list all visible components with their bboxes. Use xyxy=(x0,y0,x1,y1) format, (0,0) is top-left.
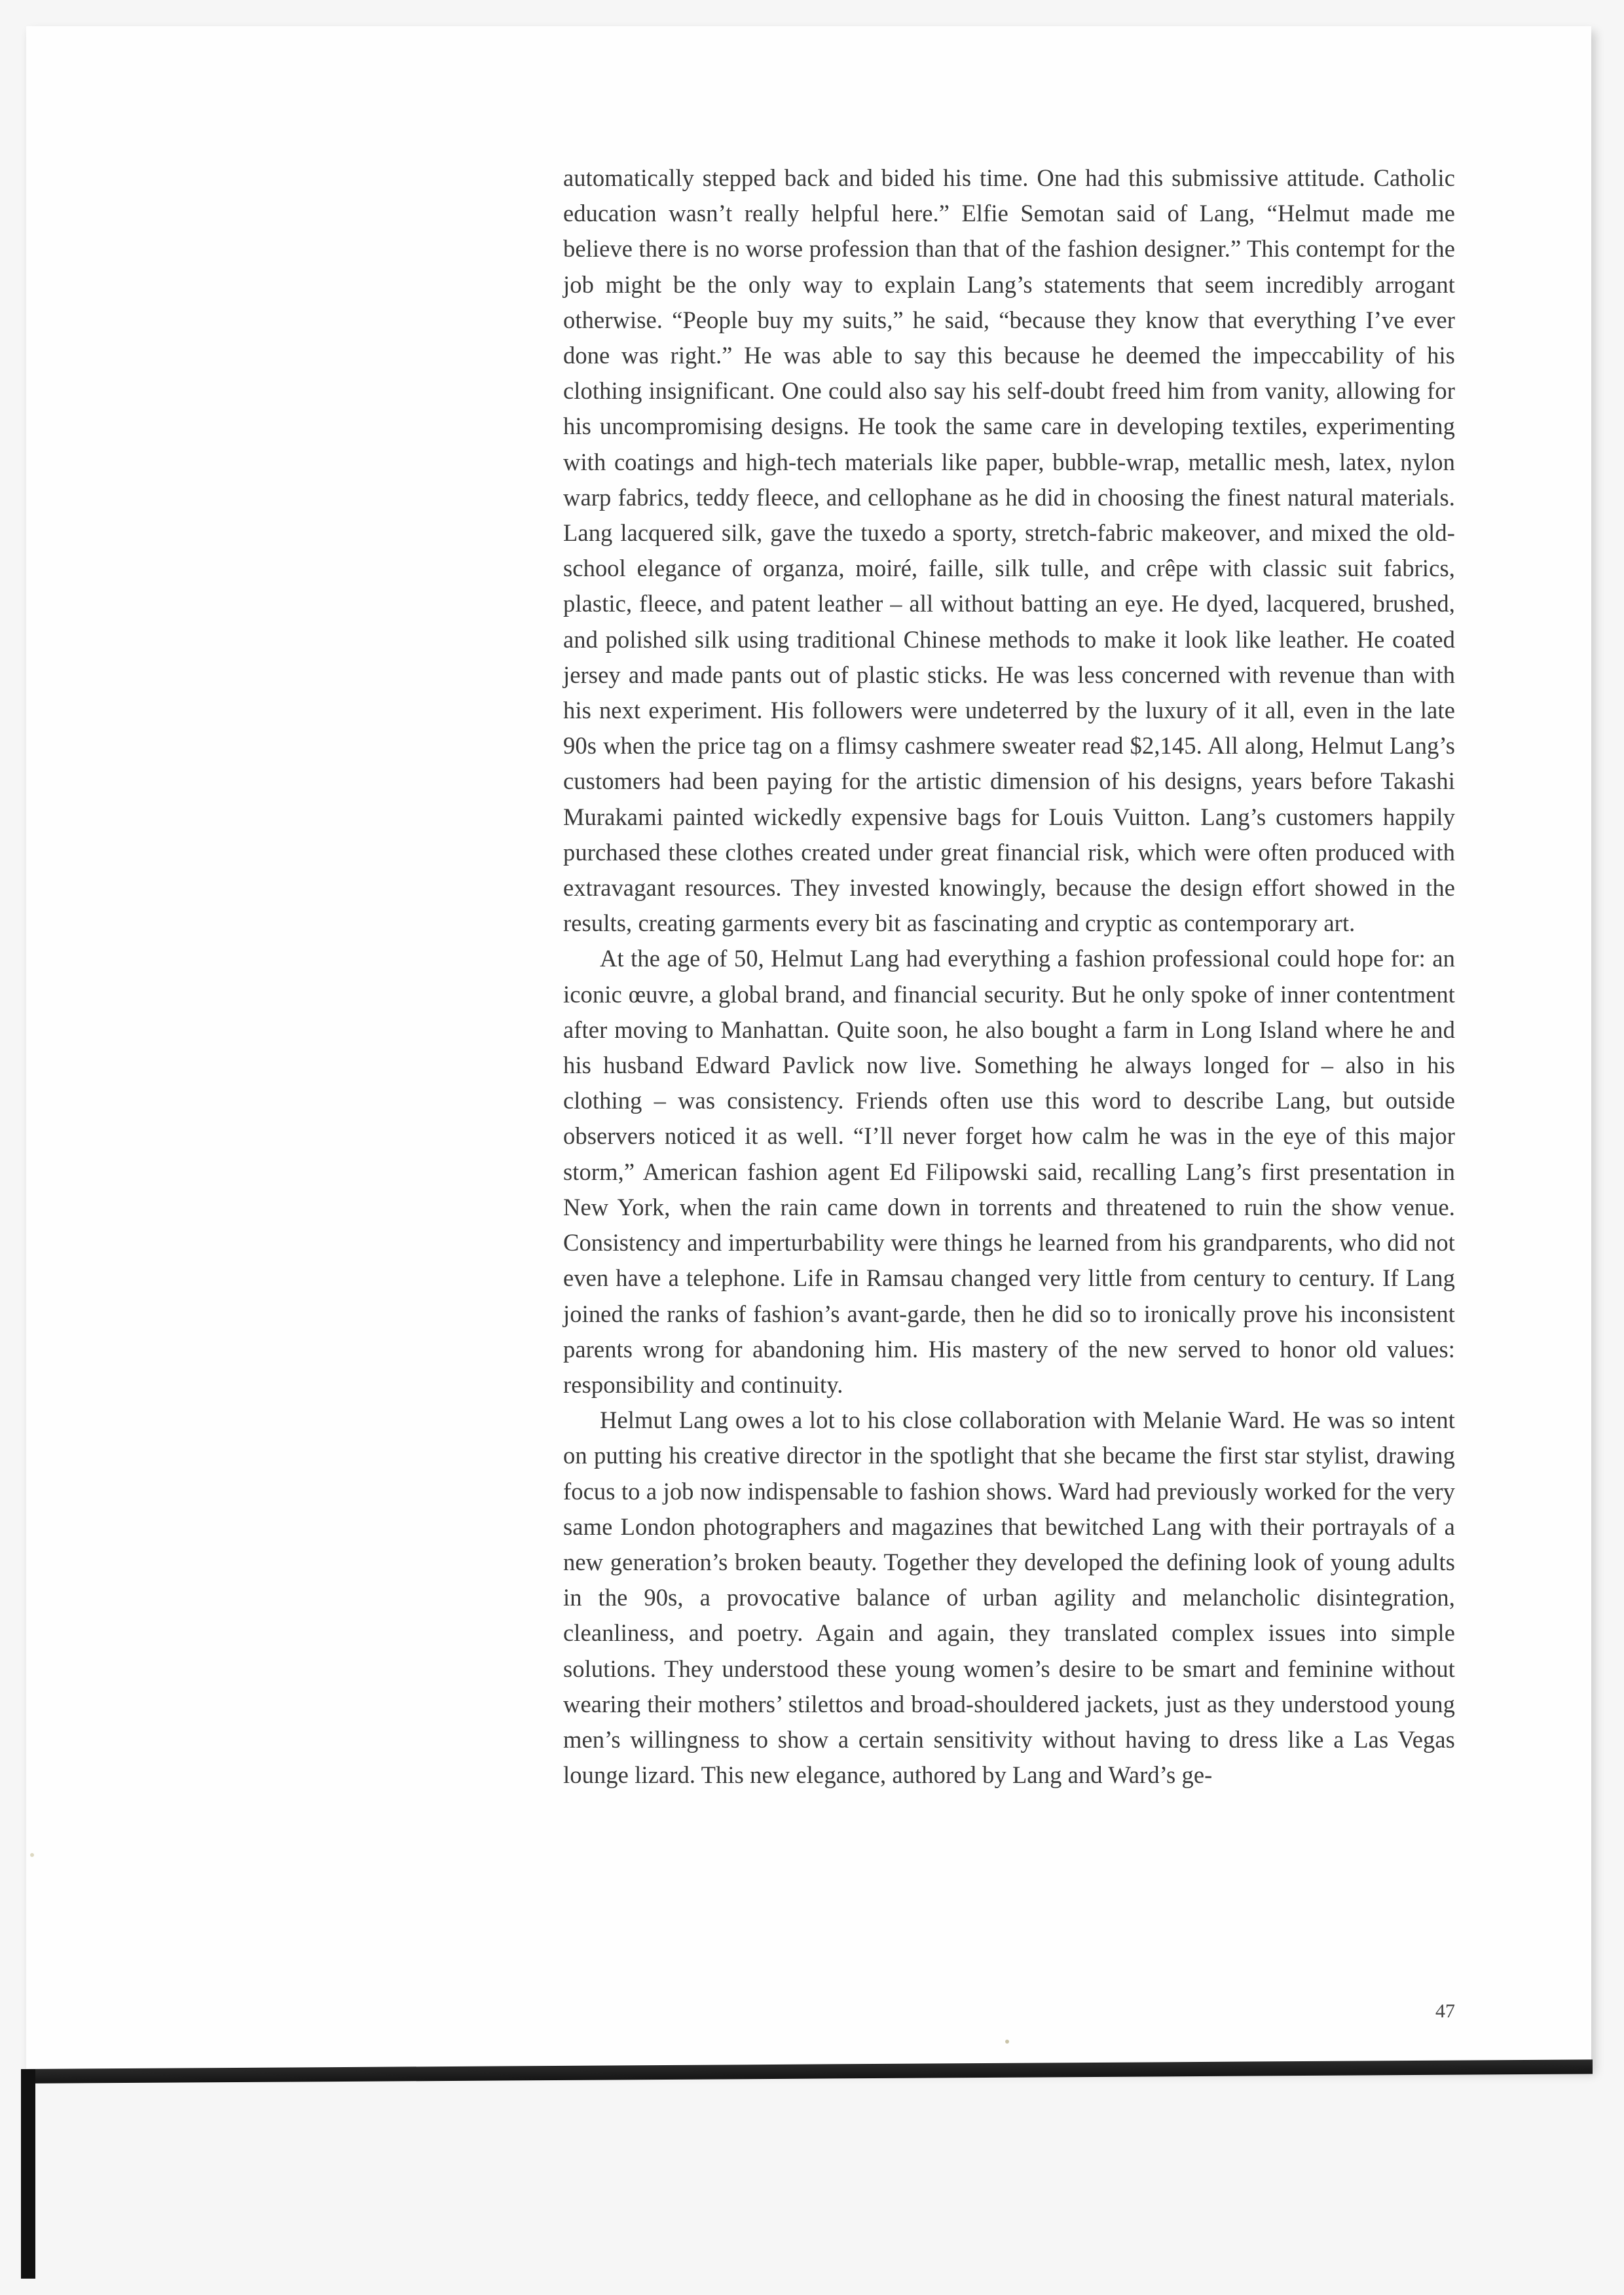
paragraph-1: automatically stepped back and bided his time. One had this submissive attitude. Catholic education wasn’t really helpful here.” Elfie Semotan said of Lang, “Helmut made me believe there is no worse profession than that of the fashion designer.” This contempt for the job might be the only way to explain Lang’s statements that seem incredibly arrogant otherwise. “People buy my suits,” he said, “because they know that everything I’ve ever done was right.” He was able to say this because he deemed the impeccability of his clothing insignificant. One could also say his self-doubt freed him from vanity, allowing for his uncompromising designs. He took the same care in developing textiles, experimenting with coatings and high-tech materials like paper, bubble-wrap, metallic mesh, latex, nylon warp fabrics, teddy fleece, and cellophane as he did in choosing the finest natural materials. Lang lacquered silk, gave the tuxedo a sporty, stretch-fabric makeover, and mixed the old-school elegance of organza, moiré, faille, silk tulle, and crêpe with classic suit fabrics, plastic, fleece, and patent leather – all without batting an eye. He dyed, lacquered, brushed, and polished silk using traditional Chinese methods to make it look like leather. He coated jersey and made pants out of plastic sticks. He was less concerned with revenue than with his next experiment. His followers were undeterred by the luxury of it all, even in the late 90s when the price tag on a flimsy cashmere sweater read $2,145. All along, Helmut Lang’s customers had been paying for the artistic dimension of his designs, years before Takashi Murakami painted wickedly expensive bags for Louis Vuitton. Lang’s customers happily purchased these clothes created under great financial risk, which were often produced with extravagant resources. They invested knowingly, because the design effort showed in the results, creating garments every bit as fascinating and cryptic as contemporary art. xyxy=(563,164,1455,937)
body-text xyxy=(563,160,1455,1793)
paragraph-2: At the age of 50, Helmut Lang had everything a fashion professional could hope for: an iconic œuvre, a global brand, and financial security. But he only spoke of inner contentment after moving to Manhattan. Quite soon, he also bought a farm in Long Island where he and his husband Edward Pavlick now live. Something he always longed for – also in his clothing – was consistency. Friends often use this word to describe Lang, but outside observers noticed it as well. “I’ll never forget how calm he was in the eye of this major storm,” American fashion agent Ed Filipowski said, recalling Lang’s first presentation in New York, when the rain came down in torrents and threatened to ruin the show venue. Consistency and imperturbability were things he learned from his grandparents, who did not even have a telephone. Life in Ramsau changed very little from century to century. If Lang joined the ranks of fashion’s avant-garde, then he did so to ironically prove his inconsistent parents wrong for abandoning him. His mastery of the new served to honor old values: responsibility and continuity. xyxy=(563,945,1455,1398)
scan-speck xyxy=(1005,2040,1009,2044)
paragraph-3: Helmut Lang owes a lot to his close collaboration with Melanie Ward. He was so intent on putting his creative director in the spotlight that she became the first star stylist, drawing focus to a job now indispensable to fashion shows. Ward had previously worked for the very same London photographers and magazines that bewitched Lang with their portrayals of a new generation’s broken beauty. Together they developed the defining look of young adults in the 90s, a provocative balance of urban agility and melancholic disintegration, cleanliness, and poetry. Again and again, they translated complex issues into simple solutions. They understood these young women’s desire to be smart and feminine without wearing their mothers’ stilettos and broad-shouldered jackets, just as they understood young men’s willingness to show a certain sensitivity without having to dress like a Las Vegas lounge lizard. This new elegance, authored by Lang and Ward’s ge- xyxy=(563,1406,1455,1789)
page-number: 47 xyxy=(1435,2000,1455,2022)
scan-shadow-left xyxy=(21,2069,35,2279)
scan-speck xyxy=(30,1853,34,1857)
book-page xyxy=(26,26,1591,2069)
